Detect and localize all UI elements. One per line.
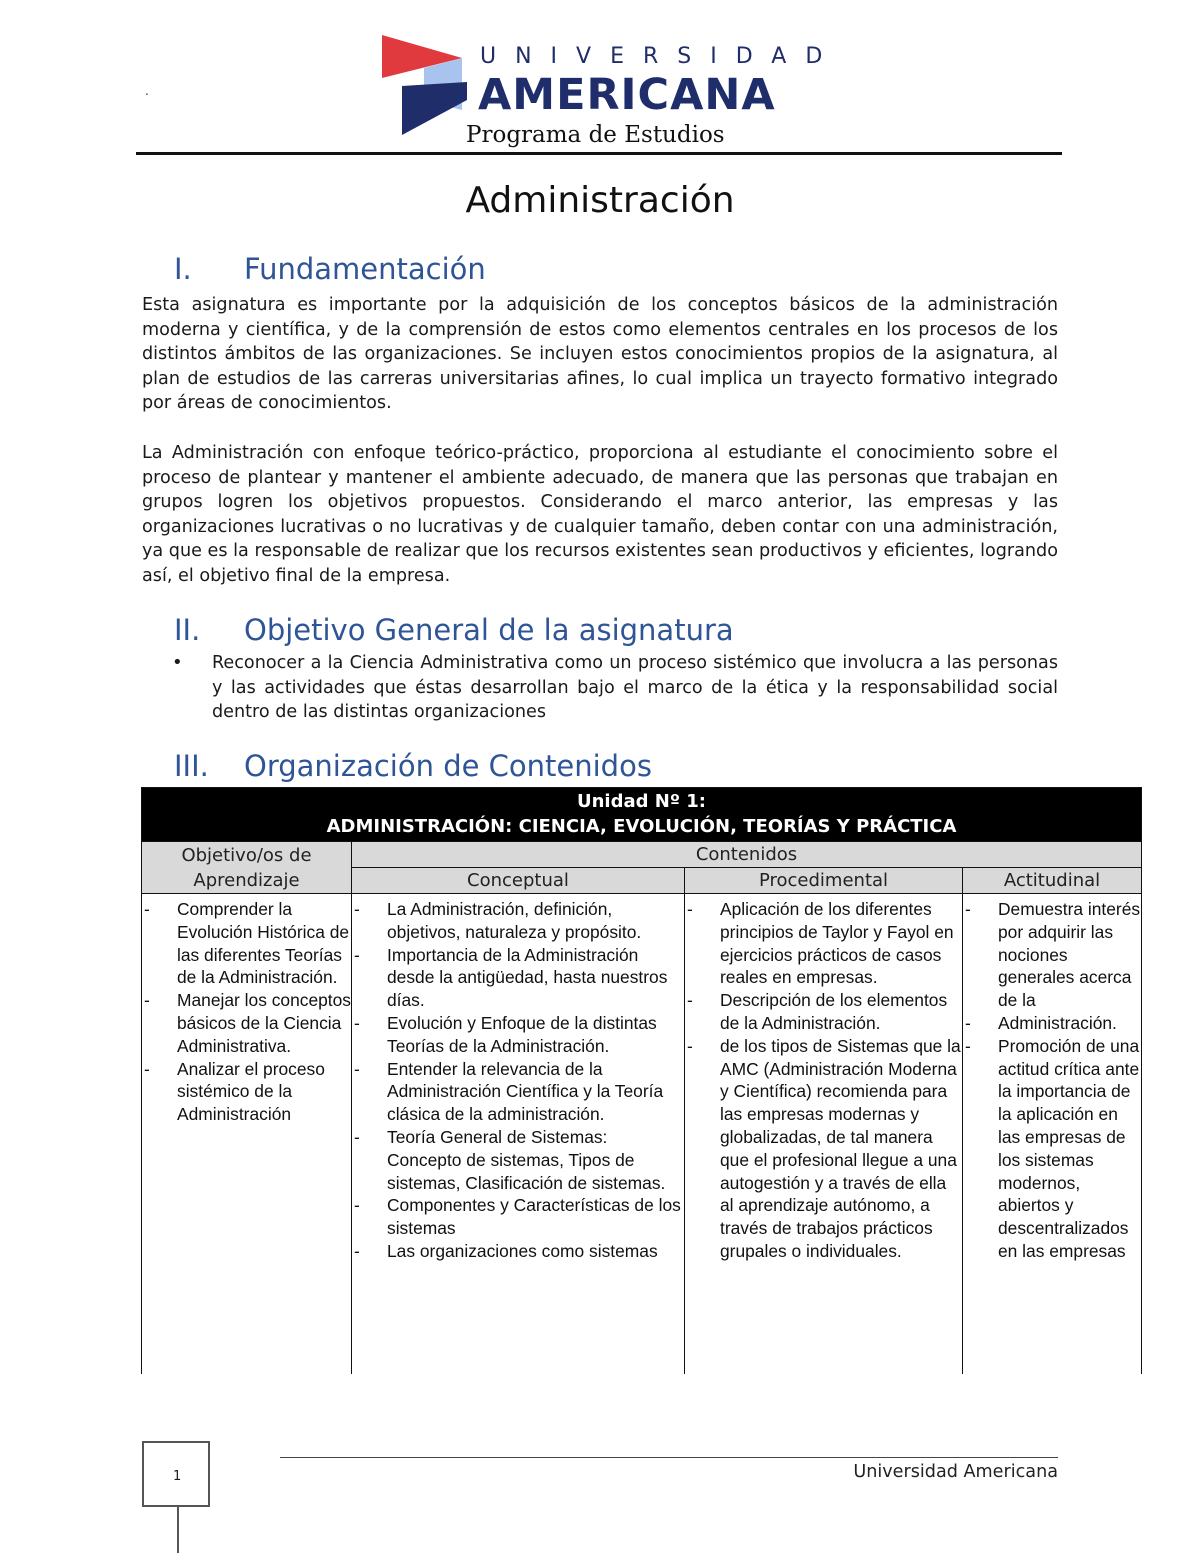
list-item: - Evolución y Enfoque de la distintas Teorías de la Administración.: [354, 1012, 657, 1056]
list-item: - Comprender la Evolución Histórica de las diferentes Teorías de la Administración.: [144, 899, 350, 988]
logo-text-americana: AMERICANA: [478, 70, 776, 120]
section-number: II.: [174, 613, 201, 647]
list-item: - Importancia de la Administración desde la antigüedad, hasta nuestros días.: [354, 944, 668, 1011]
fundamentacion-paragraph-1: Esta asignatura es importante por la adquisición de los conceptos básicos de la administración moderna y científica, y de la comprensión de estos como elementos centrales en los procesos de los distintos ámbitos de las organizaciones. Se incluyen estos conocimientos propios de la asignatura, al plan de estudios de las carreras universitarias afines, lo cual implica un trayecto formativo integrado por áreas de conocimientos.: [142, 295, 1058, 414]
program-title: Programa de Estudios: [466, 122, 725, 148]
actitudinal-list: [963, 894, 1141, 1263]
procedimental-cell: [685, 894, 963, 1375]
list-item: - Entender la relevancia de la Administración Científica y la Teoría clásica de la administración.: [354, 1058, 664, 1125]
header-divider: [136, 152, 1062, 155]
section-title: Fundamentación: [244, 252, 486, 286]
unit-header: [142, 788, 1142, 842]
list-item: [170, 651, 1058, 725]
list-item: - Promoción de una actitud crítica ante la importancia de la aplicación en las empresas de los sistemas modernos, abiertos y descentralizados en las empresas: [965, 1035, 1140, 1261]
list-item: - Las organizaciones como sistemas: [354, 1240, 658, 1261]
section-heading-organizacion: [174, 749, 652, 783]
section-number: III.: [174, 749, 209, 783]
fundamentacion-paragraph-2: La Administración con enfoque teórico-práctico, proporciona al estudiante el conocimiento sobre el proceso de plantear y mantener el ambiente adecuado, de manera que las personas que trabajan en grupos logren los objetivos propuestos. Considerando el marco anterior, las empresas y las organizaciones lucrativas o no lucrativas y de cualquier tamaño, deben contar con una administración, ya que es la responsable de realizar que los recursos existentes sean productivos y eficientes, logrando así, el objetivo final de la empresa.: [142, 443, 1058, 586]
actitudinal-cell: [963, 894, 1142, 1375]
procedimental-list: [685, 894, 962, 1263]
list-item: - La Administración, definición, objetivos, naturaleza y propósito.: [354, 899, 642, 942]
list-item: - Administración.: [965, 1012, 1117, 1033]
logo-text-universidad: UNIVERSIDAD: [480, 44, 842, 69]
page-number-box: [142, 1441, 210, 1507]
header-contenidos: Contenidos: [352, 842, 1142, 868]
footer-divider: [280, 1457, 1058, 1458]
list-item: - Teoría General de Sistemas: Concepto de sistemas, Tipos de sistemas, Clasificación de sistemas.: [354, 1126, 666, 1193]
list-item: - Aplicación de los diferentes principios de Taylor y Fayol en ejercicios prácticos de casos reales en empresas.: [687, 899, 954, 988]
section-title: Organización de Contenidos: [244, 749, 652, 783]
header-dot: .: [145, 84, 149, 98]
document-title: Administración: [465, 180, 735, 221]
section-heading-fundamentacion: [174, 252, 486, 286]
conceptual-cell: [352, 894, 685, 1375]
conceptual-list: [352, 894, 684, 1263]
list-item: - Componentes y Características de los sistemas: [354, 1195, 681, 1239]
unit-title: ADMINISTRACIÓN: CIENCIA, EVOLUCIÓN, TEORÍAS Y PRÁCTICA: [326, 816, 957, 837]
section-title: Objetivo General de la asignatura: [244, 613, 734, 647]
header-objetivos: Objetivo/os de Aprendizaje: [142, 842, 352, 894]
page-number: 1: [173, 1469, 182, 1484]
list-item: - de los tipos de Sistemas que la AMC (Administración Moderna y Científica) recomienda para las empresas modernas y globalizadas, de tal manera que el profesional llegue a una autogestión y a través de ella al aprendizaje autónomo, a través de trabajos prácticos grupales o individuales.: [687, 1035, 961, 1261]
objetivo-list: [170, 651, 1058, 725]
objetivos-cell: [142, 894, 352, 1375]
header-procedimental: Procedimental: [685, 868, 963, 894]
header-conceptual: Conceptual: [352, 868, 685, 894]
page-number-stem: [177, 1507, 179, 1553]
unit-number: Unidad Nº 1:: [577, 791, 706, 812]
logo-mark-icon: [372, 30, 472, 140]
list-item: - Manejar los conceptos básicos de la Ciencia Administrativa.: [144, 990, 351, 1056]
section-number: I.: [174, 252, 192, 286]
list-item: - Analizar el proceso sistémico de la Administración: [144, 1058, 325, 1125]
list-item: - Demuestra interés por adquirir las nociones generales acerca de la: [965, 899, 1141, 1011]
header-actitudinal: Actitudinal: [963, 868, 1142, 894]
list-item: - Descripción de los elementos de la Administración.: [687, 990, 948, 1033]
section-heading-objetivo: [174, 613, 734, 647]
objetivos-list: [142, 894, 351, 1126]
footer-institution: Universidad Americana: [853, 1462, 1058, 1482]
contents-table: [141, 787, 1142, 1374]
objetivo-text: Reconocer a la Ciencia Administrativa como un proceso sistémico que involucra a las personas y las actividades que éstas desarrollan bajo el marco de la ética y la responsabilidad social dentro de las distintas organizaciones: [212, 653, 1058, 723]
bullet-icon: •: [172, 652, 183, 673]
